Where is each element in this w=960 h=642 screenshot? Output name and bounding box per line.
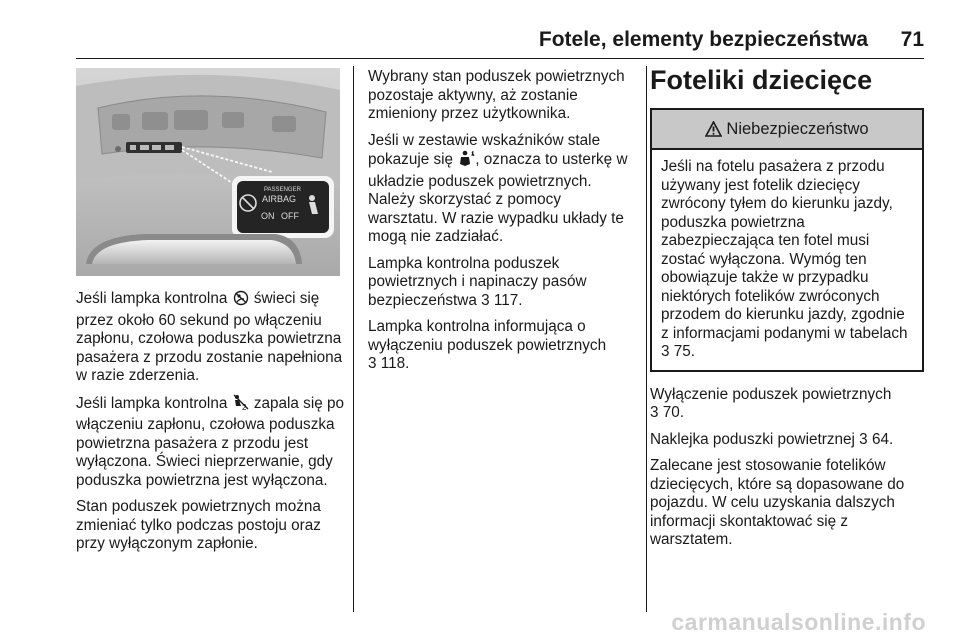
page-number: 71	[900, 28, 924, 51]
column-middle	[368, 68, 634, 382]
page-ref-arrow: 3	[481, 291, 490, 309]
page-header	[0, 0, 960, 56]
page-ref-link[interactable]: 75.	[673, 343, 696, 360]
paragraph: Naklejka poduszki powietrznej 3 64.	[650, 430, 894, 448]
paragraph: Stan poduszek powietrznych można zmieniać tylko podczas postoju oraz przy wyłączonym zapłonie.	[76, 498, 321, 552]
page-ref-arrow: 3	[661, 343, 670, 360]
warning-triangle-icon	[705, 121, 722, 137]
page-ref-link[interactable]: 118.	[380, 355, 410, 372]
airbag-off-icon	[232, 394, 250, 417]
warning-text: Jeśli na fotelu pasażera z przodu używany jest fotelik dziecięcy zwrócony tyłem do kierunku jazdy, poduszka powietrzna zabezpieczająca ten fotel musi zostać wyłączona. Wymóg ten obowiązuje także w przypadku niektórych fotelików zwróconych przodem do kierunku jazdy, zgodnie z informacjami podanymi w tabelach 3 75.	[661, 158, 908, 360]
overhead-console-photo	[76, 68, 340, 276]
column-right	[650, 65, 924, 558]
column-divider	[646, 66, 647, 612]
page-title: Fotele, elementy bezpieczeństwa	[538, 28, 868, 51]
paragraph: Wyłączenie poduszek powietrznych 3 70.	[650, 385, 892, 421]
paragraph: Lampka kontrolna informująca o wyłączeniu poduszek powietrznych 3 118.	[368, 318, 607, 372]
page-ref-arrow: 3	[859, 430, 868, 448]
paragraph: Wybrany stan poduszek powietrznych pozostaje aktywny, aż zostanie zmieniony przez użytkownika.	[368, 68, 625, 122]
header-rule	[76, 58, 924, 59]
airbag-on-icon	[232, 290, 250, 312]
danger-warning-box	[650, 108, 924, 372]
page-footer	[0, 609, 960, 642]
figure-label-off: OFF	[281, 211, 299, 221]
page-ref-link[interactable]: 64.	[871, 430, 894, 448]
watermark: carmanualsonline.info	[671, 609, 926, 635]
page-ref-arrow: 3	[368, 355, 377, 372]
warning-header	[652, 110, 922, 150]
paragraph: Jeśli w zestawie wskaźników stale pokazuje się , oznacza to usterkę w układzie poduszek powietrznych. Należy skorzystać z pomocy warsztatu. W razie wypadku układy te mogą nie zadziałać.	[368, 131, 628, 245]
seat-belt-warning-icon	[457, 150, 475, 173]
paragraph: Lampka kontrolna poduszek powietrznych i napinaczy pasów bezpieczeństwa 3 117.	[368, 254, 587, 309]
column-divider	[353, 66, 354, 612]
warning-title: Niebezpieczeństwo	[726, 119, 869, 138]
paragraph: Jeśli lampka kontrolna świeci się przez około 60 sekund po włączeniu zapłonu, czołowa poduszka powietrzna pasażera z przodu zostanie napełniona w razie zderzenia.	[76, 290, 343, 384]
page-ref-arrow: 3	[650, 404, 659, 421]
figure-label-passenger: PASSENGER	[264, 187, 301, 193]
page-ref-link[interactable]: 117.	[493, 291, 523, 309]
figure-label-airbag: AIRBAG	[262, 194, 297, 204]
section-heading: Foteliki dziecięce	[650, 65, 873, 95]
figure-label-on: ON	[261, 211, 275, 221]
warning-body	[652, 150, 922, 370]
svg-text:2: 2	[241, 402, 247, 411]
paragraph: Zalecane jest stosowanie fotelików dziecięcych, które są dopasowane do pojazdu. W celu uzyskania dalszych informacji skontaktować się z warsztatem.	[650, 457, 905, 548]
page-ref-link[interactable]: 70.	[662, 404, 685, 421]
paragraph: Jeśli lampka kontrolna 2 zapala się po włączeniu zapłonu, czołowa poduszka powietrzna pasażera z przodu jest wyłączona. Świeci nieprzerwanie, gdy poduszka powietrzna jest wyłączona.	[76, 394, 344, 489]
